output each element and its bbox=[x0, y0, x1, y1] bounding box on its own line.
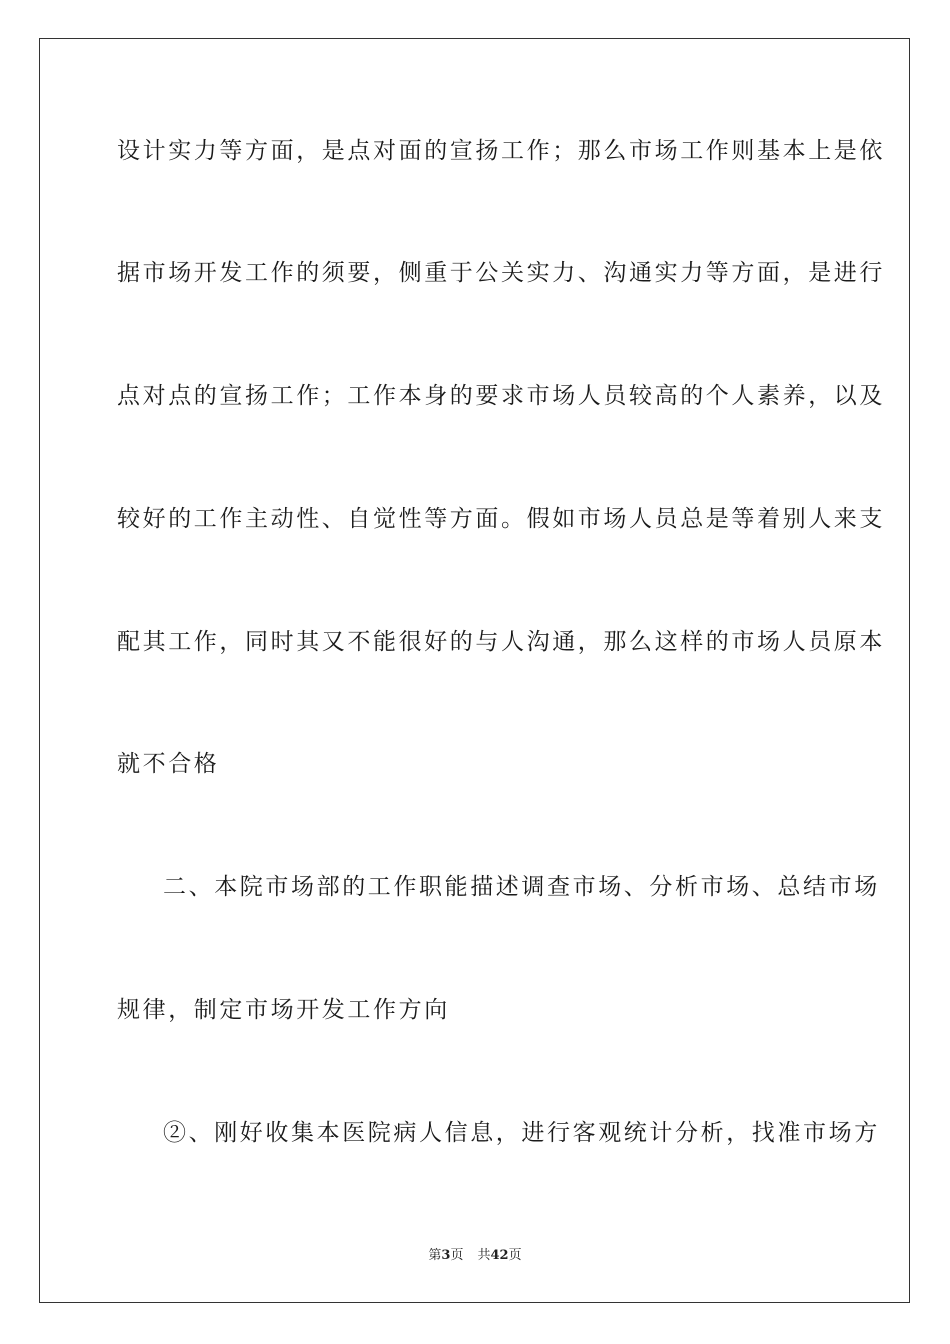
body-text-line: 配其工作，同时其又不能很好的与人沟通，那么这样的市场人员原本 bbox=[117, 629, 885, 655]
list-item-line: ②、刚好收集本医院病人信息，进行客观统计分析，找准市场方 bbox=[163, 1120, 880, 1146]
page-footer bbox=[0, 1247, 950, 1265]
body-text-line: 就不合格 bbox=[117, 751, 220, 777]
body-text-line: 较好的工作主动性、自觉性等方面。假如市场人员总是等着别人来支 bbox=[117, 506, 885, 532]
total-suffix: 页 bbox=[508, 1248, 522, 1263]
body-text-line: 规律，制定市场开发工作方向 bbox=[117, 997, 450, 1023]
body-text-line: 设计实力等方面，是点对面的宣扬工作；那么市场工作则基本上是依 bbox=[117, 138, 885, 164]
section-heading-line: 二、本院市场部的工作职能描述调查市场、分析市场、总结市场 bbox=[163, 874, 880, 900]
total-prefix: 共 bbox=[477, 1248, 491, 1263]
page-border bbox=[39, 38, 910, 1303]
page-prefix: 第 bbox=[428, 1248, 442, 1263]
page-suffix: 页 bbox=[450, 1248, 464, 1263]
total-pages: 42 bbox=[490, 1248, 509, 1263]
body-text-line: 据市场开发工作的须要，侧重于公关实力、沟通实力等方面，是进行 bbox=[117, 260, 885, 286]
page-number: 3 bbox=[441, 1248, 451, 1263]
body-text-line: 点对点的宣扬工作；工作本身的要求市场人员较高的个人素养，以及 bbox=[117, 383, 885, 409]
